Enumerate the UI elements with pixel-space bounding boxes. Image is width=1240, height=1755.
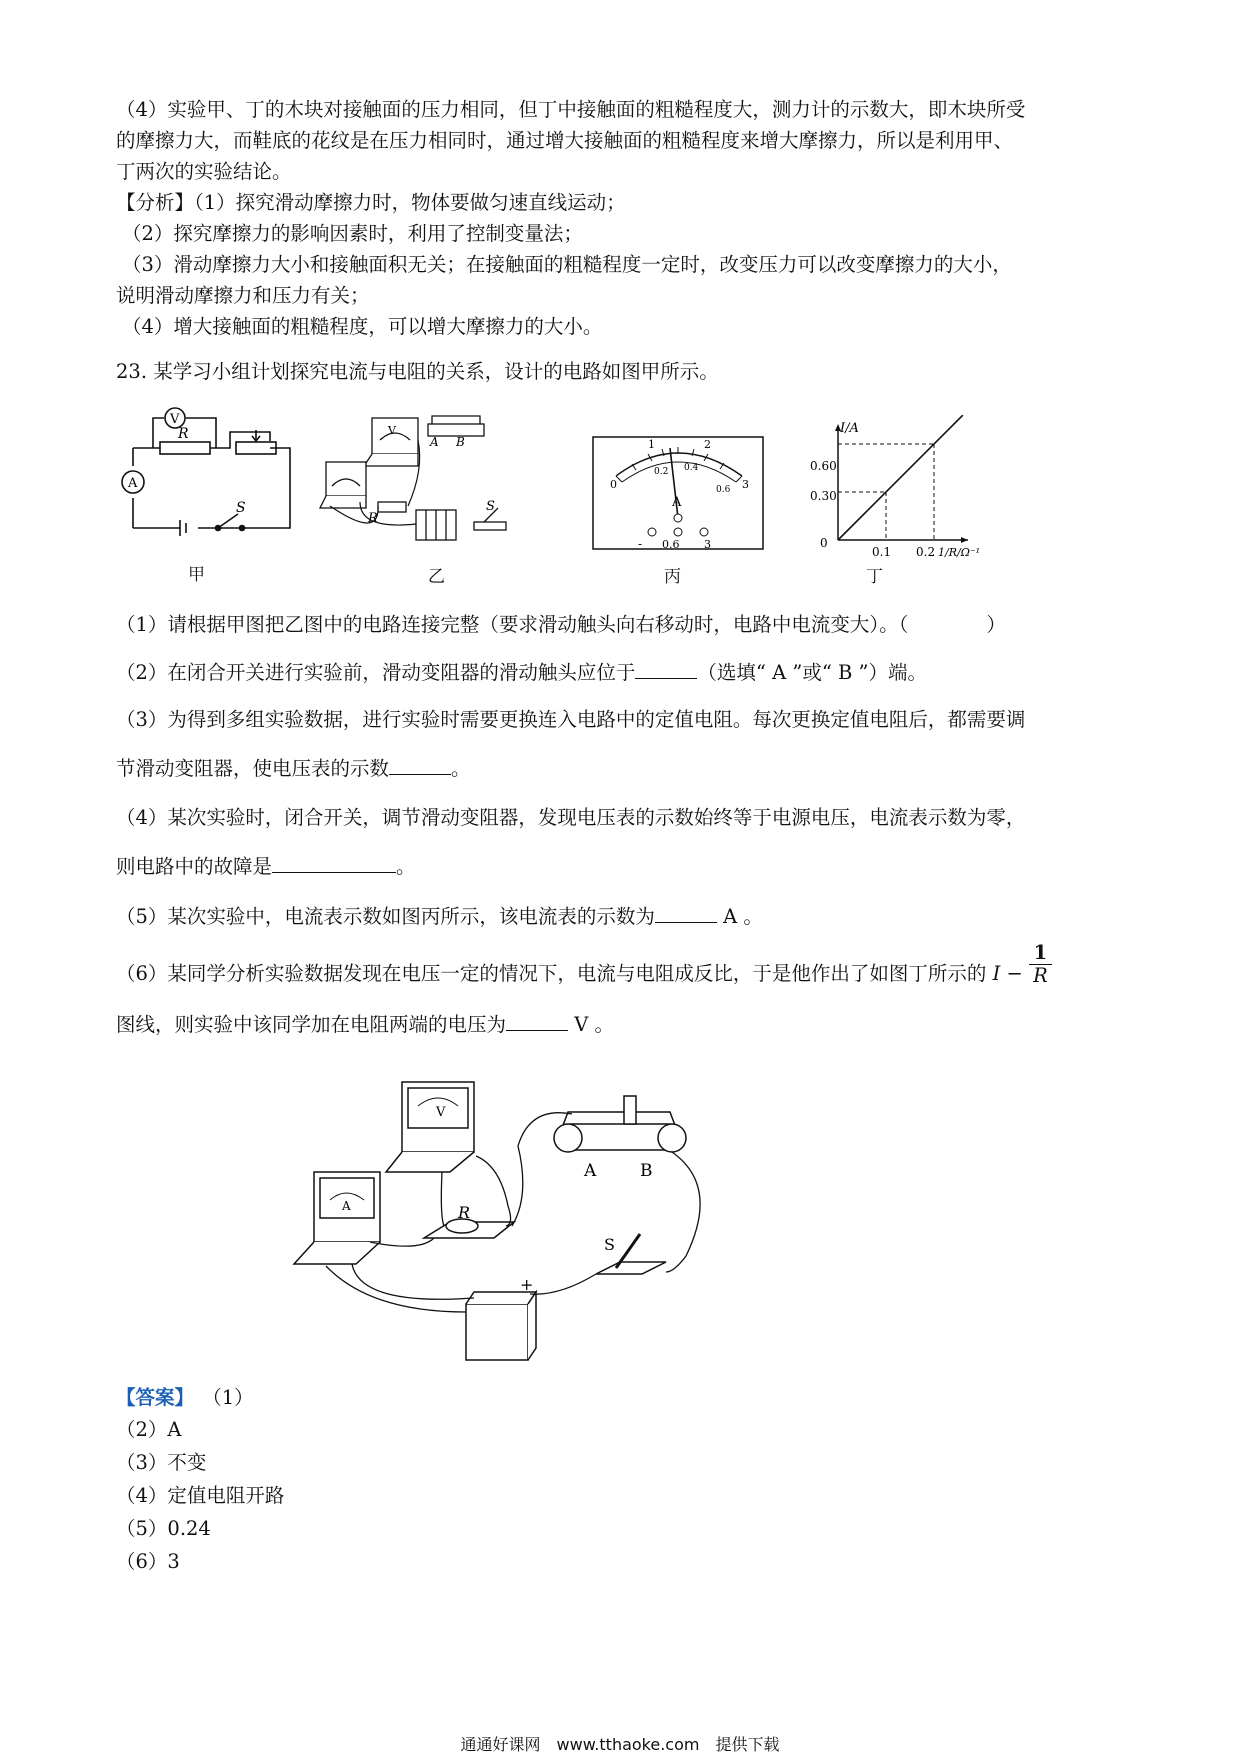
bing-terminal-06: 0.6 [662, 538, 680, 551]
q6-blank[interactable] [506, 1012, 568, 1031]
ding-origin: 0 [820, 536, 828, 550]
answer-4: （4）定值电阻开路 [116, 1484, 285, 1507]
ding-x-arrow [961, 537, 968, 543]
big-terminal-B: B [640, 1161, 653, 1181]
para4-line3: 丁两次的实验结论。 [116, 160, 292, 183]
bing-terminal-3: 3 [704, 538, 711, 551]
q6-text-a: （6）某同学分析实验数据发现在电压一定的情况下，电流与电阻成反比，于是他作出了如图丁所示的 [116, 962, 987, 985]
analysis-item3: （3）滑动摩擦力大小和接触面积无关；在接触面的粗糙程度一定时，改变压力可以改变摩擦力的大小， [122, 253, 1012, 276]
q6-frac-den: R [1033, 964, 1048, 987]
analysis-tag: 【分析】 [116, 191, 195, 214]
caption-yi: 乙 [428, 567, 445, 587]
caption-bing: 丙 [664, 567, 681, 587]
q3-text-c: 。 [451, 757, 471, 780]
ding-ytick-060: 0.60 [810, 459, 837, 473]
jia-resistor-label: R [178, 426, 189, 442]
answer-3: （3）不变 [116, 1451, 207, 1474]
ding-xtick-02: 0.2 [916, 545, 936, 559]
q4-text-c: 。 [396, 855, 416, 878]
q2-blank[interactable] [635, 660, 697, 679]
para4-line2: 的摩擦力大，而鞋底的花纹是在压力相同时，通过增大接触面的粗糙程度来增大摩擦力，所以是利用甲、 [116, 129, 1014, 152]
q1: （1）请根据甲图把乙图中的电路连接完整（要求滑动触头向右移动时，电路中电流变大）。（ ） [116, 613, 1006, 636]
answer-tag: 【答案】 [116, 1386, 195, 1409]
q5-text-b: A 。 [716, 905, 763, 928]
q6-fraction [1029, 942, 1052, 987]
q5-text-a: （5）某次实验中，电流表示数如图丙所示，该电流表的示数为 [116, 905, 655, 928]
bing-subtick-04: 0.4 [684, 463, 699, 473]
answer-2: （2）A [116, 1418, 182, 1441]
big-terminal-A: A [584, 1161, 597, 1181]
yi-switch-S: S [486, 499, 495, 514]
jia-ammeter-label: A [128, 476, 138, 491]
figure-ding-graph [790, 412, 981, 572]
bing-unit-A: A [672, 495, 682, 510]
yi-terminal-A: A [430, 435, 439, 449]
ding-xlabel: 1/R/Ω⁻¹ [938, 546, 981, 559]
q5-blank[interactable] [655, 904, 717, 923]
answer-line1 [116, 1386, 254, 1410]
bing-subtick-06: 0.6 [716, 485, 731, 495]
answer-5: （5）0.24 [116, 1517, 211, 1540]
q4-text-b: 则电路中的故障是 [116, 855, 273, 878]
bing-tick-1: 1 [648, 438, 655, 451]
answer-apparatus-figure [290, 1076, 710, 1366]
analysis-item1: （1）探究滑动摩擦力时，物体要做匀速直线运动； [194, 191, 626, 214]
answer-6: （6）3 [116, 1550, 180, 1573]
q6-text-b: 图线，则实验中该同学加在电阻两端的电压为 [116, 1013, 507, 1036]
bing-subtick-02: 0.2 [654, 467, 669, 477]
q2-text-b: （选填“ A ”或“ B ”）端。 [697, 661, 928, 684]
q2 [116, 660, 927, 685]
q6-line1 [116, 941, 1052, 997]
yi-resistor-R: R [368, 511, 378, 526]
analysis-line1 [116, 191, 626, 215]
bing-tick-0: 0 [610, 478, 617, 491]
yi-voltmeter-V: V [388, 424, 396, 437]
q3-text-b: 节滑动变阻器，使电压表的示数 [116, 757, 390, 780]
big-voltmeter-V: V [436, 1105, 446, 1120]
analysis-item4: （4）增大接触面的粗糙程度，可以增大摩擦力的大小。 [122, 315, 603, 338]
q6-formula-I: I − [992, 962, 1023, 985]
q3-line2 [116, 756, 471, 781]
figure-bing-dial [592, 436, 764, 550]
bing-terminal-minus: - [638, 537, 643, 551]
q6-text-c: V 。 [568, 1013, 614, 1036]
q4-line2 [116, 854, 416, 879]
q3-blank[interactable] [389, 756, 451, 775]
yi-terminal-B: B [456, 435, 465, 449]
figure-jia-schematic [118, 396, 308, 576]
bing-tick-2: 2 [704, 438, 711, 451]
q6-line2 [116, 1012, 614, 1037]
big-battery-plus: + [520, 1275, 534, 1294]
jia-voltmeter-label: V [170, 412, 180, 427]
analysis-item2: （2）探究摩擦力的影响因素时，利用了控制变量法； [122, 222, 583, 245]
q6-frac-num: 1 [1029, 942, 1052, 965]
q2-text-a: （2）在闭合开关进行实验前，滑动变阻器的滑动触头应位于 [116, 661, 636, 684]
analysis-item3b: 说明滑动摩擦力和压力有关； [116, 284, 370, 307]
ding-xtick-01: 0.1 [872, 545, 892, 559]
big-resistor-R: R [458, 1203, 471, 1222]
q3-line1: （3）为得到多组实验数据，进行实验时需要更换连入电路中的定值电阻。每次更换定值电阻后，都需要调 [116, 708, 1026, 731]
para4-line1: （4）实验甲、丁的木块对接触面的压力相同，但丁中接触面的粗糙程度大，测力计的示数大，即木块所受 [116, 98, 1026, 121]
jia-switch-label: S [236, 500, 246, 516]
question-stem: 23. 某学习小组计划探究电流与电阻的关系，设计的电路如图甲所示。 [116, 360, 719, 383]
q4-line1: （4）某次实验时，闭合开关，调节滑动变阻器，发现电压表的示数始终等于电源电压，电流表示数为零， [116, 806, 1026, 829]
caption-ding: 丁 [866, 567, 883, 587]
big-ammeter-A: A [342, 1199, 351, 1213]
q5 [116, 904, 763, 929]
answer-1: （1） [212, 1386, 254, 1409]
page-footer: 通通好课网 www.tthaoke.com 提供下载 [460, 1735, 780, 1754]
caption-jia: 甲 [188, 565, 205, 585]
figure-yi-apparatus [320, 410, 560, 550]
q4-blank[interactable] [272, 854, 396, 873]
bing-tick-3: 3 [742, 478, 749, 491]
ding-ylabel: I/A [840, 421, 859, 436]
big-switch-S: S [604, 1235, 615, 1254]
ding-ytick-030: 0.30 [810, 489, 837, 503]
